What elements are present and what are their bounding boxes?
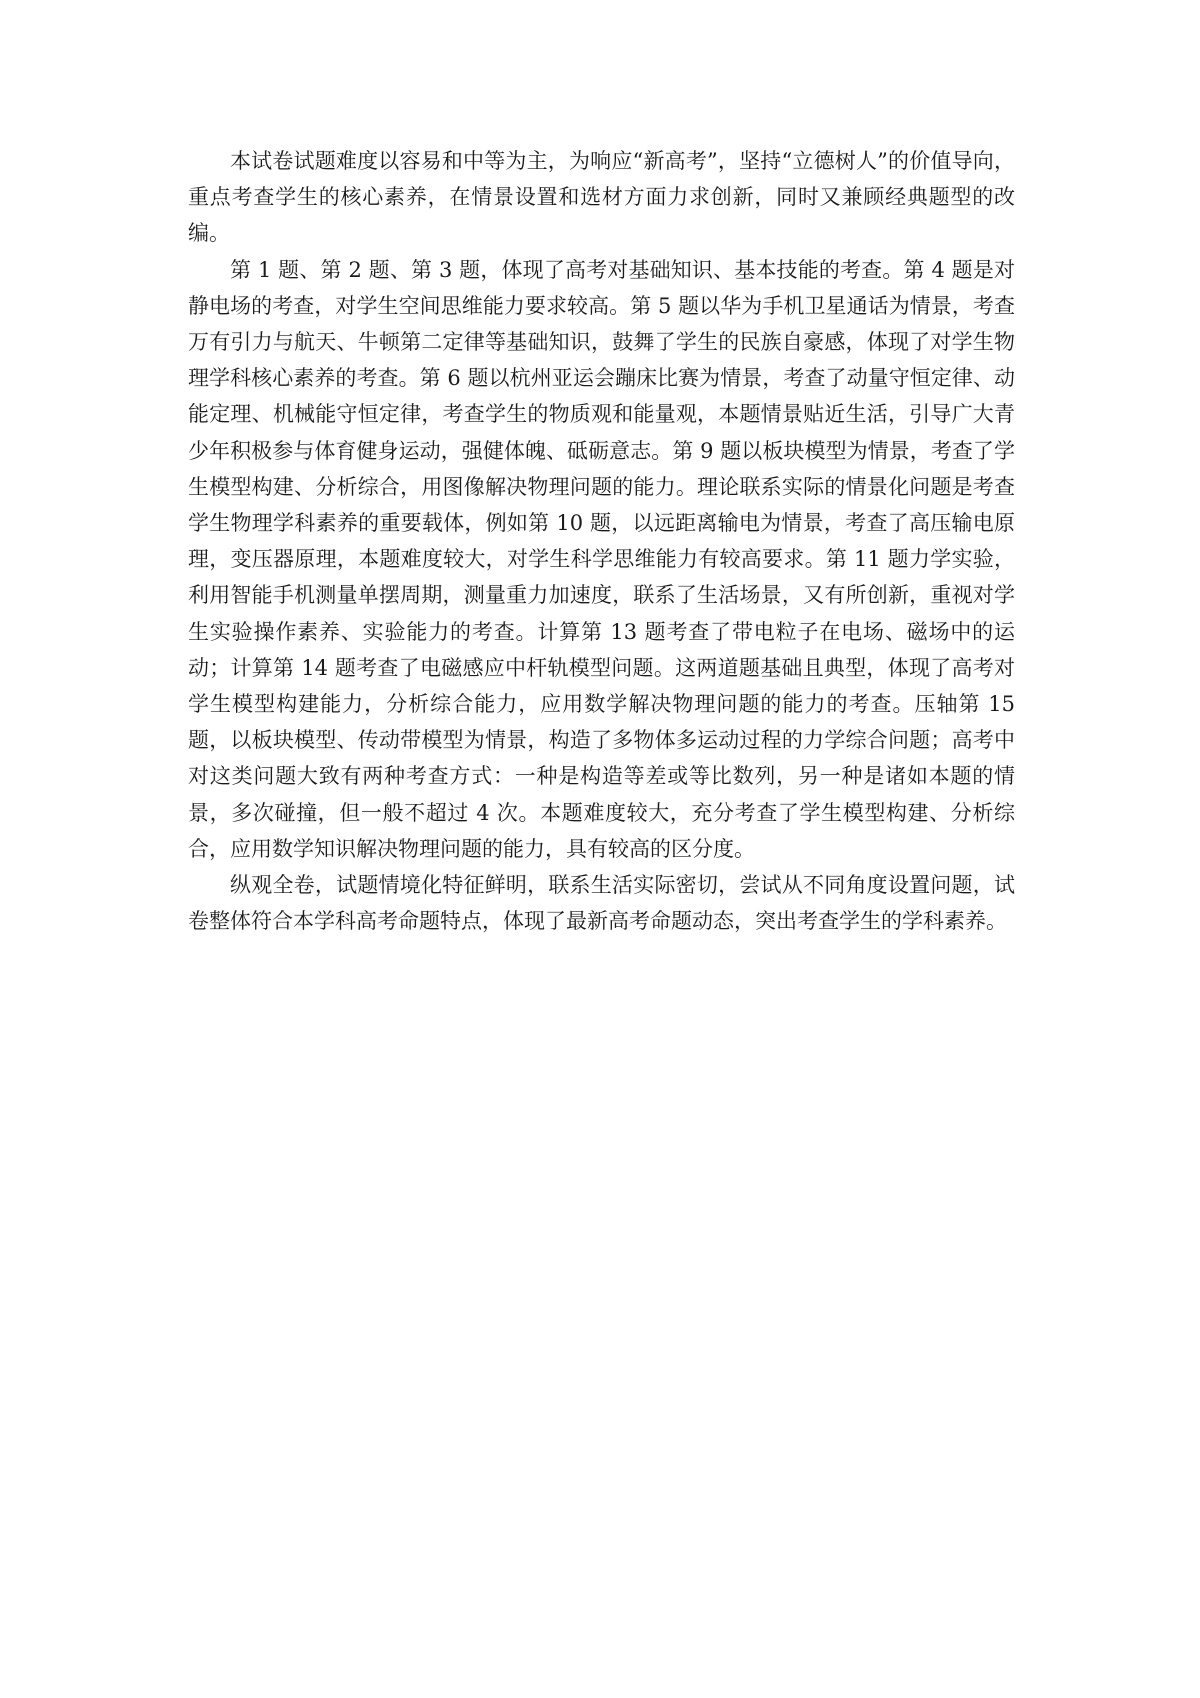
paragraph-summary: 纵观全卷，试题情境化特征鲜明，联系生活实际密切，尝试从不同角度设置问题，试卷整体符合本学科高考命题特点，体现了最新高考命题动态，突出考查学生的学科素养。	[188, 873, 1015, 934]
document-body	[188, 143, 1015, 939]
paragraph-intro: 本试卷试题难度以容易和中等为主，为响应“新高考”，坚持“立德树人”的价值导向，重点考查学生的核心素养，在情景设置和选材方面力求创新，同时又兼顾经典题型的改编。	[188, 149, 1015, 246]
paragraph-question-analysis: 第 1 题、第 2 题、第 3 题，体现了高考对基础知识、基本技能的考查。第 4 题是对静电场的考查，对学生空间思维能力要求较高。第 5 题以华为手机卫星通话为情景，考查万有引力与航天、牛顿第二定律等基础知识，鼓舞了学生的民族自豪感，体现了对学生物理学科核心素养的考查。第 6 题以杭州亚运会蹦床比赛为情景，考查了动量守恒定律、动能定理、机械能守恒定律，考查学生的物质观和能量观，本题情景贴近生活，引导广大青少年积极参与体育健身运动，强健体魄、砥砺意志。第 9 题以板块模型为情景，考查了学生模型构建、分析综合，用图像解决物理问题的能力。理论联系实际的情景化问题是考查学生物理学科素养的重要载体，例如第 10 题，以远距离输电为情景，考查了高压输电原理，变压器原理，本题难度较大，对学生科学思维能力有较高要求。第 11 题力学实验，利用智能手机测量单摆周期，测量重力加速度，联系了生活场景，又有所创新，重视对学生实验操作素养、实验能力的考查。计算第 13 题考查了带电粒子在电场、磁场中的运动；计算第 14 题考查了电磁感应中杆轨模型问题。这两道题基础且典型，体现了高考对学生模型构建能力，分析综合能力，应用数学解决物理问题的能力的考查。压轴第 15 题，以板块模型、传动带模型为情景，构造了多物体多运动过程的力学综合问题；高考中对这类问题大致有两种考查方式：一种是构造等差或等比数列，另一种是诸如本题的情景，多次碰撞，但一般不超过 4 次。本题难度较大，充分考查了学生模型构建、分析综合，应用数学知识解决物理问题的能力，具有较高的区分度。	[188, 257, 1015, 861]
